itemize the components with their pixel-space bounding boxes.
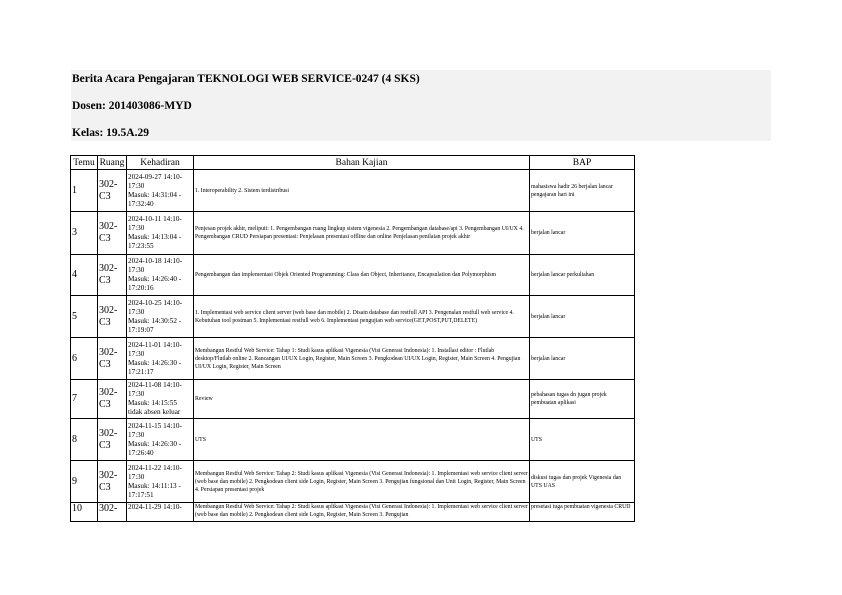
table-row [71, 461, 635, 503]
meeting-number: 1 [71, 170, 98, 212]
table-row [71, 419, 635, 461]
bap-note: presetasi tuga pembuatan vigenesia CRUD [530, 503, 635, 522]
class-label: Kelas: 19.5A.29 [72, 127, 149, 139]
attendance-cell [127, 419, 194, 461]
room: 302-C3 [98, 461, 127, 503]
column-header-bahan-kajian: Bahan Kajian [194, 156, 530, 170]
attendance-cell [127, 338, 194, 380]
bap-note: diskusi tugas dan projek Vigenesia dan UTS UAS [530, 461, 635, 503]
attendance-cell [127, 296, 194, 338]
column-header-ruang: Ruang [98, 156, 127, 170]
bap-note: UTS [530, 419, 635, 461]
bap-note: pebahasan tugas dn jugan projek pembuatan aplikasi [530, 380, 635, 419]
schedule-time: 2024-09-27 14:10-17:30 [128, 172, 183, 190]
room: 302-C3 [98, 338, 127, 380]
course-material: Pengembangan dan implementasi Objek Oriented Programming: Class dan Object, Inheritance, Encapsulation dan Polymorphism [194, 255, 530, 296]
course-material: Review [194, 380, 530, 419]
schedule-time: 2024-10-11 14:10-17:30 [128, 215, 182, 232]
room: 302-C3 [98, 255, 127, 296]
room: 302-C3 [98, 380, 127, 419]
checkin-time: Masuk: 14:30:52 - 17:19:07 [128, 316, 182, 334]
course-material: Membangun Restful Web Service: Tahap 2: Studi kasus aplikasi Vigenesia (Visi Generasi Indonesia): 1. Implementasi web service client server (web base dan mobile) 2. Pengkodean client side Login, Register, Main Screen 3. Pengujian [194, 503, 530, 522]
schedule-time: 2024-11-01 14:10-17:30 [128, 340, 182, 358]
checkin-time: Masuk: 14:13:04 - 17:23:55 [128, 233, 182, 250]
bap-note: berjalan lancar [530, 296, 635, 338]
checkin-time: Masuk: 14:26:30 - 17:26:40 [128, 439, 182, 457]
checkin-time: Masuk: 14:11:13 - 17:17:51 [128, 481, 181, 499]
checkin-time: Masuk: 14:15:55 tidak absen keluar [128, 399, 181, 416]
table-row [71, 296, 635, 338]
schedule-time: 2024-10-18 14:10-17:30 [128, 257, 183, 274]
course-material: Membangun Restful Web Service: Tahap 1: Studi kasus aplikasi Vigenesia (Visi Generasi Indonesia): 1. Installasi editor : Flutlab desktop/Flutlab online 2. Rancangan UI/UX Login, Register, Main Screen 3. Pengkodean UI/UX Login, Register, Main Screen 4. Pengujian UI/UX Login, Register, Main Screen [194, 338, 530, 380]
schedule-time: 2024-11-22 14:10-17:30 [128, 463, 182, 481]
room: 302-C3 [98, 170, 127, 212]
table-row [71, 338, 635, 380]
meeting-number: 8 [71, 419, 98, 461]
schedule-time: 2024-11-08 14:10-17:30 [128, 381, 182, 398]
attendance-cell [127, 212, 194, 255]
bap-note: berjalan lancar [530, 338, 635, 380]
table-row [71, 503, 635, 522]
attendance-cell [127, 255, 194, 296]
bap-note: berjalan lancar [530, 212, 635, 255]
meeting-number: 5 [71, 296, 98, 338]
table-row [71, 170, 635, 212]
schedule-time: 2024-11-15 14:10-17:30 [128, 421, 182, 439]
table-header-row [71, 156, 635, 170]
report-title: Berita Acara Pengajaran TEKNOLOGI WEB SERVICE-0247 (4 SKS) [72, 73, 420, 85]
meeting-number: 7 [71, 380, 98, 419]
checkin-time: Masuk: 14:26:40 - 17:20:16 [128, 275, 182, 292]
meeting-number: 10 [71, 503, 98, 522]
room: 302- [98, 503, 127, 522]
lecturer-label: Dosen: 201403086-MYD [72, 100, 192, 112]
course-material: 1. Interoperability 2. Sistem terdistribusi [194, 170, 530, 212]
room: 302-C3 [98, 419, 127, 461]
checkin-time: Masuk: 14:26:30 - 17:21:17 [128, 358, 182, 376]
course-material: Penjesan projek akhir, meliputi: 1. Pengembangan ruang lingkup sistem vigenesia 2. Pengembangan database/api 3. Pengembangan UI/UX 4. Pengembangan CRUD Persiapan presentasi: Penjelasan presentasi offline dan online Penjelasan penilaian projek akhir [194, 212, 530, 255]
attendance-cell [127, 170, 194, 212]
course-material: Membangun Restful Web Service: Tahap 2: Studi kasus aplikasi Vigenesia (Visi Generasi Indonesia): 1. Implementasi web service client server (web base dan mobile) 2. Pengkodean client side Login, Register, Main Screen 3. Pengujian fungsional dan Unit Login, Register, Main Screen 4. Persiapan presentasi projek [194, 461, 530, 503]
table-row [71, 212, 635, 255]
attendance-cell [127, 503, 194, 522]
meeting-number: 6 [71, 338, 98, 380]
course-material: 1. Implementasi web service client server (web base dan mobile) 2. Disain database dan restfull API 3. Pengenalan restfull web service 4. Kebutuhan tool postman 5. Implementasi restfull web 6. Implementasi pengujian web service(GET,POST,PUT,DELETE) [194, 296, 530, 338]
column-header-temu: Temu [71, 156, 98, 170]
table-row [71, 380, 635, 419]
checkin-time: Masuk: 14:31:04 - 17:32:40 [128, 190, 182, 208]
schedule-time: 2024-10-25 14:10-17:30 [128, 298, 183, 316]
attendance-table [70, 155, 635, 522]
attendance-cell [127, 461, 194, 503]
room: 302-C3 [98, 212, 127, 255]
meeting-number: 9 [71, 461, 98, 503]
meeting-number: 4 [71, 255, 98, 296]
report-header [71, 70, 771, 141]
column-header-bap: BAP [530, 156, 635, 170]
meeting-number: 3 [71, 212, 98, 255]
attendance-cell [127, 380, 194, 419]
room: 302-C3 [98, 296, 127, 338]
schedule-time: 2024-11-29 14:10- [128, 503, 182, 511]
column-header-kehadiran: Kehadiran [127, 156, 194, 170]
course-material: UTS [194, 419, 530, 461]
bap-note: mahasiswa hadir 26 berjalan lancar pengajaran hari ini [530, 170, 635, 212]
table-row [71, 255, 635, 296]
bap-note: berjalan lancar perkuliahan [530, 255, 635, 296]
